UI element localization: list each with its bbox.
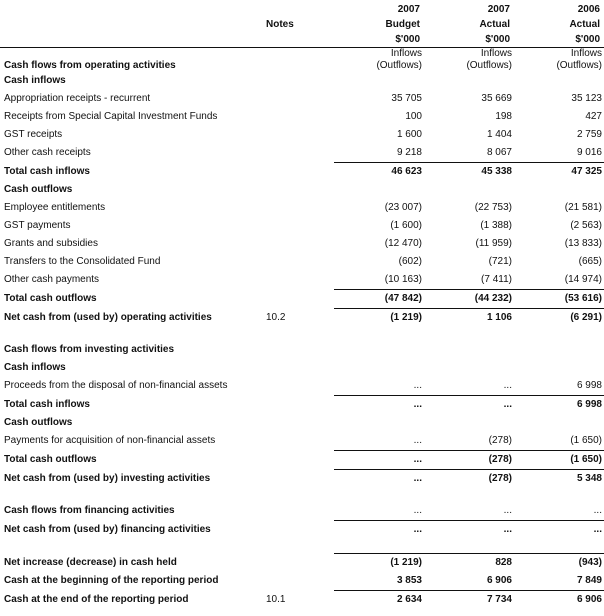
- row-label: Appropriation receipts - recurrent: [4, 93, 151, 104]
- outflows-label: (Outflows): [556, 60, 602, 71]
- row-value: 1 106: [424, 309, 514, 328]
- row-value: 6 998: [576, 380, 602, 391]
- row-value: (1 650): [570, 435, 602, 446]
- row-value: (13 833): [564, 238, 602, 249]
- row-value: ...: [413, 380, 422, 391]
- row-value: 45 338: [424, 163, 514, 182]
- subsection-title: Cash outflows: [4, 417, 73, 428]
- table-row: [0, 235, 604, 253]
- row-label: Cash at the beginning of the reporting period: [4, 575, 219, 587]
- row-value: (23 007): [384, 202, 422, 213]
- row-value: (6 291): [514, 309, 604, 328]
- row-value: (47 842): [334, 290, 424, 309]
- row-label: Cash at the end of the reporting period: [4, 593, 189, 605]
- row-label: Net cash from (used by) investing activities: [4, 472, 211, 484]
- row-value: 6 998: [514, 396, 604, 415]
- row-value: (1 650): [514, 451, 604, 470]
- col-unit-budget-2007: $'000: [334, 32, 424, 48]
- row-label: Total cash outflows: [4, 293, 97, 304]
- col-year-budget-2007: 2007: [397, 4, 420, 15]
- note-ref: 10.2: [266, 311, 286, 323]
- row-value: (7 411): [481, 274, 512, 285]
- row-value: 6 906: [514, 591, 604, 610]
- row-value: ...: [503, 505, 512, 516]
- row-value: (44 232): [424, 290, 514, 309]
- row-value: (1 219): [334, 309, 424, 328]
- table-row: [0, 217, 604, 235]
- row-value: 828: [424, 554, 514, 573]
- row-value: 35 669: [481, 93, 512, 104]
- row-value: 5 348: [514, 470, 604, 489]
- row-value: (14 974): [564, 274, 602, 285]
- section-title: Cash flows from operating activities: [4, 60, 176, 71]
- row-label: Net increase (decrease) in cash held: [4, 556, 177, 568]
- col-kind-budget-2007: Budget: [385, 19, 420, 30]
- row-value: (602): [398, 256, 422, 267]
- row-value: (278): [424, 470, 514, 489]
- subsection-title: Cash inflows: [4, 75, 66, 86]
- row-value: ...: [424, 521, 514, 540]
- row-value: (10 163): [384, 274, 422, 285]
- row-value: 8 067: [486, 147, 512, 158]
- col-year-actual-2006: 2006: [577, 4, 600, 15]
- outflows-label: (Outflows): [376, 60, 422, 71]
- row-value: ...: [503, 380, 512, 391]
- row-value: 2 759: [576, 129, 602, 140]
- row-label: Payments for acquisition of non-financial assets: [4, 435, 216, 447]
- row-value: (278): [424, 451, 514, 470]
- row-value: 100: [405, 111, 422, 122]
- table-row: [0, 199, 604, 217]
- row-value: 46 623: [334, 163, 424, 182]
- table-row: [0, 144, 604, 163]
- note-ref: 10.1: [266, 593, 286, 605]
- row-label: GST payments: [4, 220, 71, 231]
- row-value: ...: [413, 435, 422, 446]
- row-value: ...: [334, 521, 424, 540]
- row-value: 47 325: [514, 163, 604, 182]
- subsection-title: Cash inflows: [4, 362, 66, 373]
- table-row: [0, 271, 604, 290]
- table-row: [0, 126, 604, 144]
- col-unit-actual-2006: $'000: [514, 32, 604, 48]
- row-label: Transfers to the Consolidated Fund: [4, 256, 161, 267]
- col-kind-actual-2007: Actual: [479, 19, 510, 30]
- inflows-label: Inflows: [390, 48, 422, 59]
- row-value: 9 218: [396, 147, 422, 158]
- row-value: 35 123: [571, 93, 602, 104]
- row-value: ...: [334, 451, 424, 470]
- row-value: 9 016: [576, 147, 602, 158]
- row-value: 35 705: [391, 93, 422, 104]
- table-row: [0, 108, 604, 126]
- row-value: (11 959): [475, 238, 512, 249]
- row-value: ...: [514, 521, 604, 540]
- table-row: [0, 377, 604, 396]
- row-label: GST receipts: [4, 129, 63, 140]
- row-label: Total cash outflows: [4, 454, 97, 465]
- row-value: 2 634: [334, 591, 424, 610]
- row-value: ...: [424, 396, 514, 415]
- row-value: (721): [488, 256, 512, 267]
- row-label: Employee entitlements: [4, 202, 106, 213]
- row-value: 427: [585, 111, 602, 122]
- row-value: (665): [578, 256, 602, 267]
- row-value: 7 734: [424, 591, 514, 610]
- col-kind-actual-2006: Actual: [569, 19, 600, 30]
- inflows-label: Inflows: [480, 48, 512, 59]
- outflows-label: (Outflows): [466, 60, 512, 71]
- row-label: Other cash receipts: [4, 147, 91, 159]
- row-value: ...: [334, 470, 424, 489]
- row-value: ...: [413, 505, 422, 516]
- row-label: Receipts from Special Capital Investment Funds: [4, 111, 218, 122]
- notes-header: Notes: [266, 19, 294, 30]
- row-label: Net cash from (used by) operating activities: [4, 311, 212, 323]
- row-label: Total cash inflows: [4, 165, 90, 177]
- row-value: 1 404: [486, 129, 512, 140]
- row-label: Net cash from (used by) financing activities: [4, 523, 211, 535]
- row-value: 3 853: [396, 575, 422, 586]
- row-value: (22 753): [474, 202, 512, 213]
- row-value: (12 470): [384, 238, 422, 249]
- section-title: Cash flows from financing activities: [4, 505, 175, 517]
- row-value: ...: [334, 396, 424, 415]
- row-label: Grants and subsidies: [4, 238, 98, 249]
- section-title: Cash flows from investing activities: [4, 344, 175, 355]
- row-label: Other cash payments: [4, 274, 100, 286]
- row-value: (53 616): [514, 290, 604, 309]
- row-value: ...: [593, 505, 602, 516]
- col-unit-actual-2007: $'000: [424, 32, 514, 48]
- row-value: 6 906: [486, 575, 512, 586]
- row-label: Total cash inflows: [4, 398, 90, 410]
- row-value: (1 388): [480, 220, 512, 231]
- row-value: (278): [488, 435, 512, 446]
- table-row: [0, 253, 604, 271]
- row-value: 7 849: [576, 575, 602, 586]
- row-value: (2 563): [570, 220, 602, 231]
- col-year-actual-2007: 2007: [487, 4, 510, 15]
- row-value: (943): [514, 554, 604, 573]
- table-row: [0, 432, 604, 451]
- table-row: [0, 90, 604, 108]
- inflows-label: Inflows: [570, 48, 602, 59]
- subsection-title: Cash outflows: [4, 184, 73, 195]
- row-value: (1 219): [334, 554, 424, 573]
- row-label: Proceeds from the disposal of non-financial assets: [4, 380, 228, 392]
- row-value: 1 600: [396, 129, 422, 140]
- row-value: (1 600): [390, 220, 422, 231]
- row-value: 198: [495, 111, 512, 122]
- row-value: (21 581): [564, 202, 602, 213]
